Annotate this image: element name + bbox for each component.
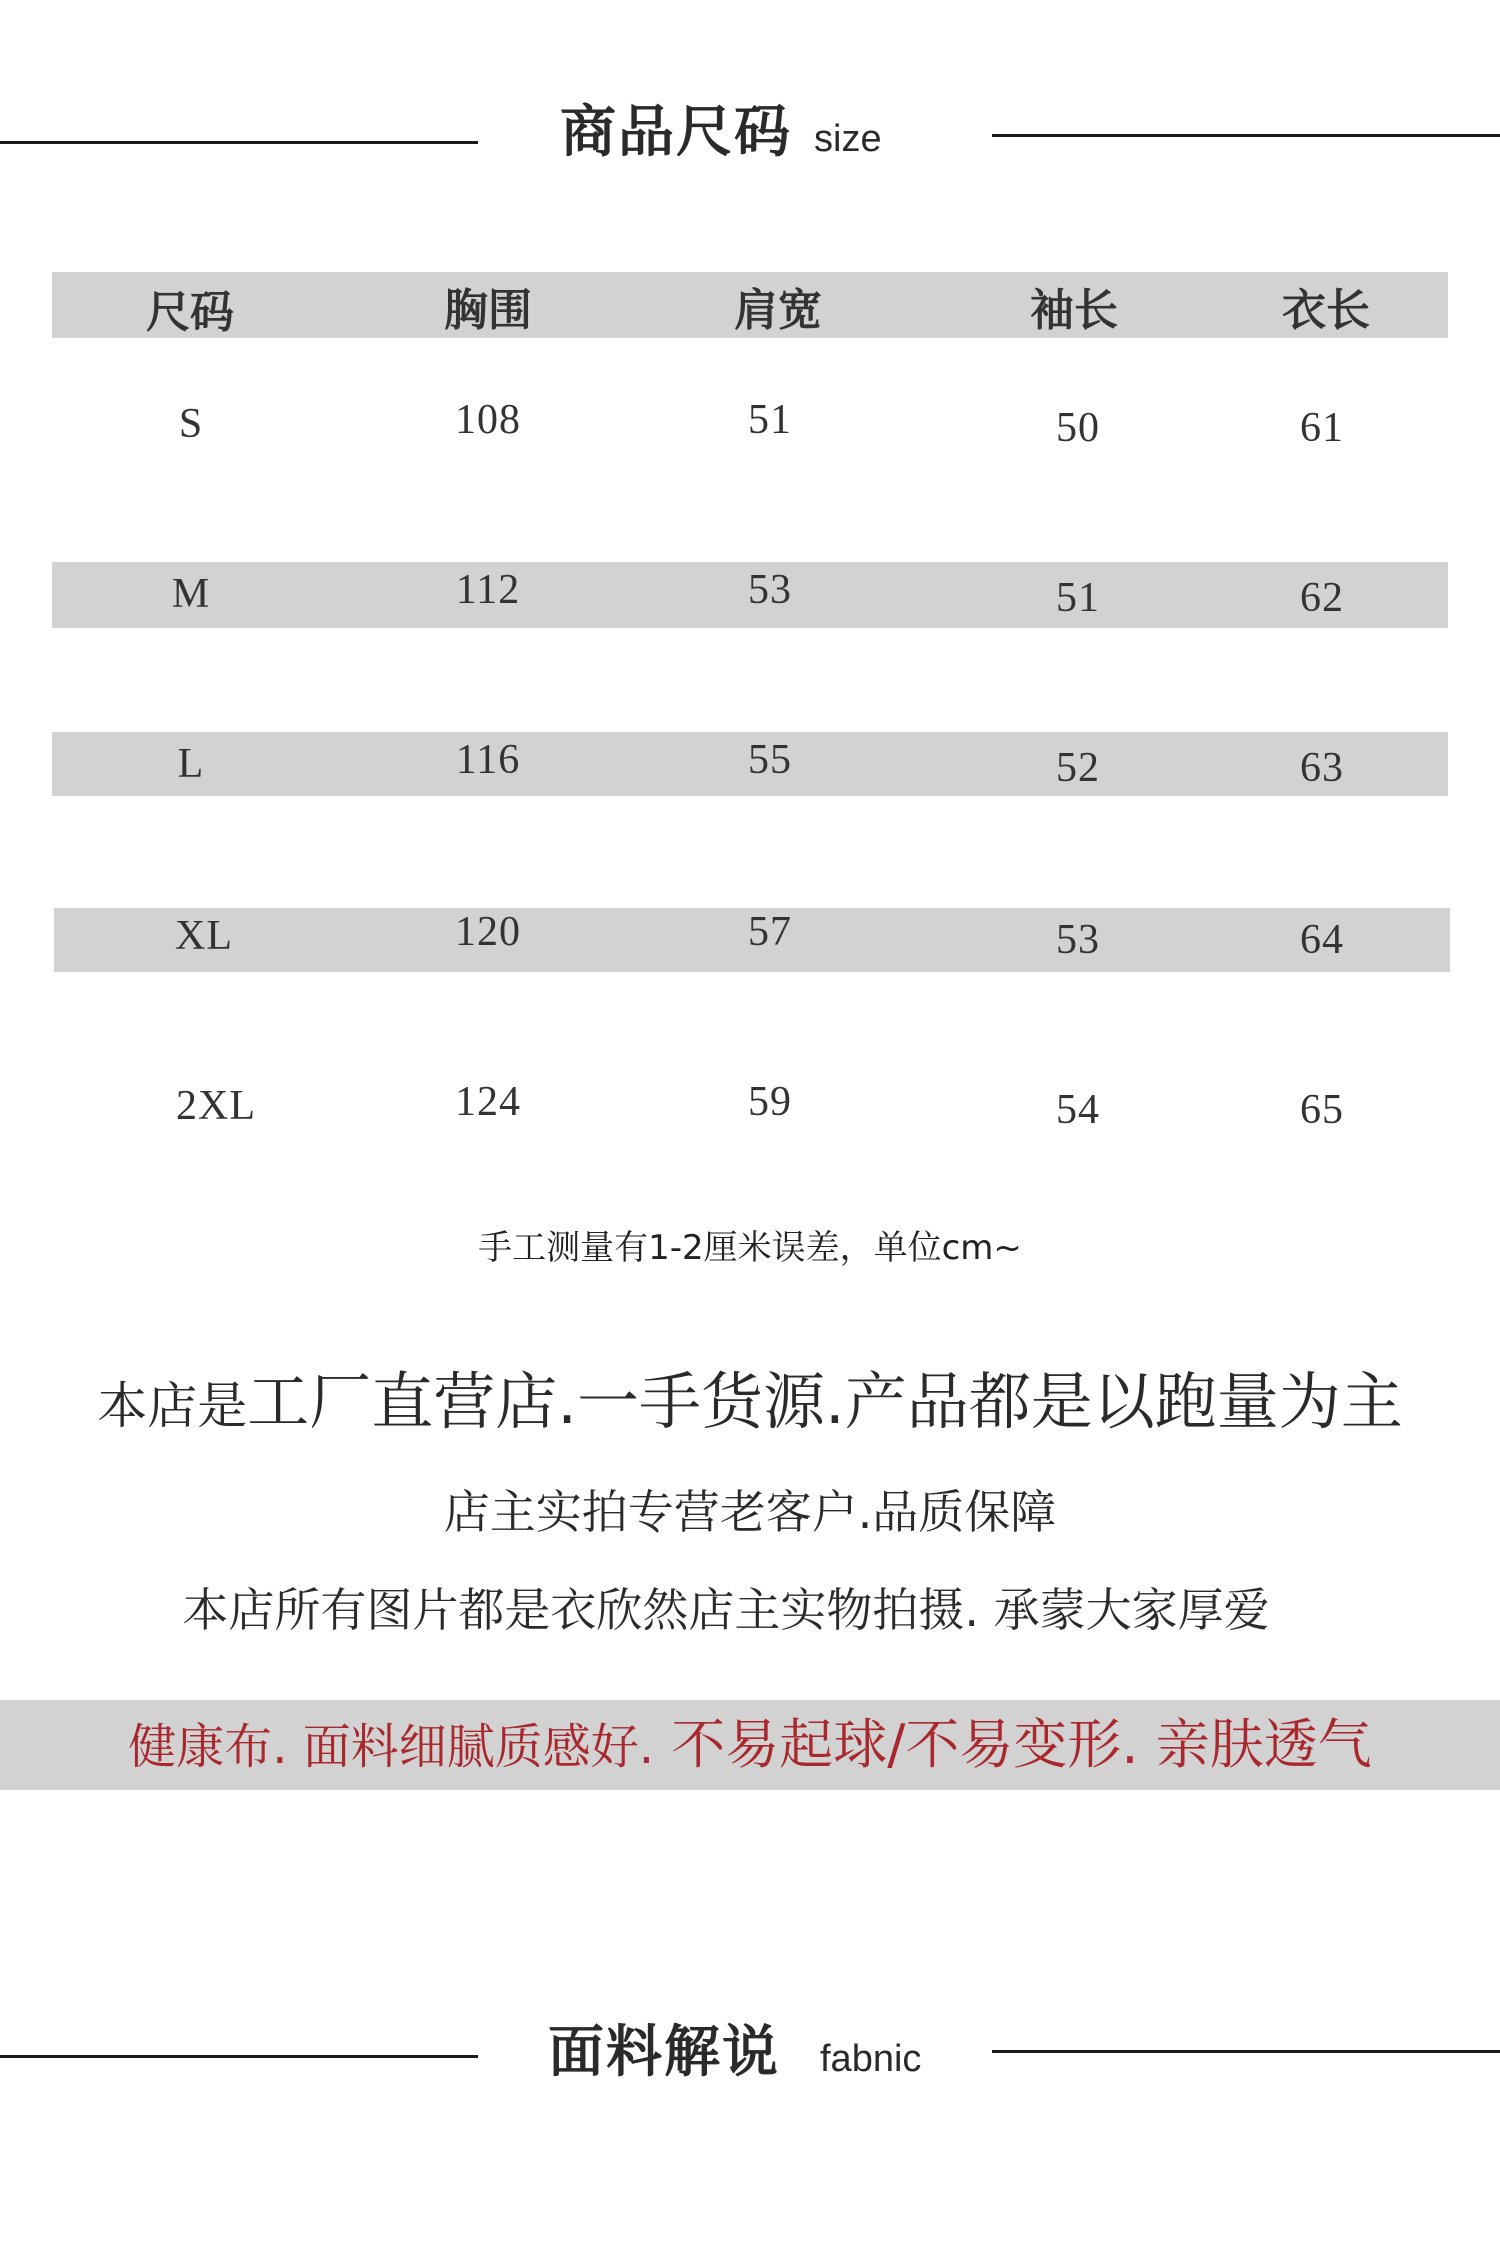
size-title-zh: 商品尺码 bbox=[560, 100, 792, 165]
row-chest: 124 bbox=[455, 1079, 521, 1125]
row-sleeve: 53 bbox=[1056, 917, 1100, 963]
promo-line1-part1: 本店是 bbox=[97, 1377, 248, 1435]
row-length: 63 bbox=[1300, 745, 1344, 791]
row-sleeve: 54 bbox=[1056, 1087, 1100, 1133]
row-size: S bbox=[178, 401, 204, 447]
row-length: 61 bbox=[1300, 405, 1344, 451]
size-title-en: size bbox=[814, 118, 882, 160]
row-length: 62 bbox=[1300, 575, 1344, 621]
row-chest: 108 bbox=[455, 397, 521, 443]
row-shoulder: 51 bbox=[748, 397, 792, 443]
title-rule-left bbox=[0, 141, 478, 144]
row-size: L bbox=[177, 741, 205, 787]
highlight-text bbox=[0, 1700, 1500, 1790]
row-chest: 120 bbox=[455, 909, 521, 955]
header-sleeve: 袖长 bbox=[1030, 285, 1118, 336]
promo-line-factory bbox=[0, 1352, 1500, 1441]
highlight-part1: 健康布. 面料细腻质感好. bbox=[128, 1719, 655, 1775]
size-section-title bbox=[560, 88, 882, 168]
row-shoulder: 53 bbox=[748, 567, 792, 613]
fabric-rule-right bbox=[992, 2050, 1500, 2053]
row-sleeve: 52 bbox=[1056, 745, 1100, 791]
header-shoulder: 肩宽 bbox=[734, 285, 822, 336]
title-rule-right bbox=[992, 134, 1500, 137]
header-size: 尺码 bbox=[146, 287, 234, 338]
header-chest: 胸围 bbox=[444, 285, 532, 336]
fabric-rule-left bbox=[0, 2055, 478, 2058]
row-size: M bbox=[171, 571, 211, 617]
row-size: XL bbox=[175, 913, 233, 959]
row-size: 2XL bbox=[176, 1083, 256, 1129]
fabric-section-title bbox=[548, 2008, 921, 2088]
row-shoulder: 55 bbox=[748, 737, 792, 783]
highlight-part2: 不易起球/不易变形. 亲肤透气 bbox=[654, 1713, 1372, 1776]
row-sleeve: 50 bbox=[1056, 405, 1100, 451]
row-length: 65 bbox=[1300, 1087, 1344, 1133]
row-chest: 112 bbox=[455, 567, 521, 613]
fabric-title-en: fabnic bbox=[820, 2038, 922, 2080]
promo-line-photos: 本店所有图片都是衣欣然店主实物拍摄. 承蒙大家厚爱 bbox=[182, 1583, 1270, 1637]
row-sleeve: 51 bbox=[1056, 575, 1100, 621]
promo-line-owner: 店主实拍专营老客户.品质保障 bbox=[443, 1485, 1057, 1539]
measurement-note: 手工测量有1-2厘米误差，单位cm~ bbox=[478, 1228, 1022, 1268]
fabric-title-zh: 面料解说 bbox=[548, 2020, 780, 2085]
promo-line1-part2: 工厂直营店.一手货源.产品都是以跑量为主 bbox=[247, 1365, 1403, 1438]
row-shoulder: 57 bbox=[748, 909, 792, 955]
row-length: 64 bbox=[1300, 917, 1344, 963]
header-length: 衣长 bbox=[1282, 285, 1370, 336]
row-shoulder: 59 bbox=[748, 1079, 792, 1125]
row-chest: 116 bbox=[455, 737, 521, 783]
